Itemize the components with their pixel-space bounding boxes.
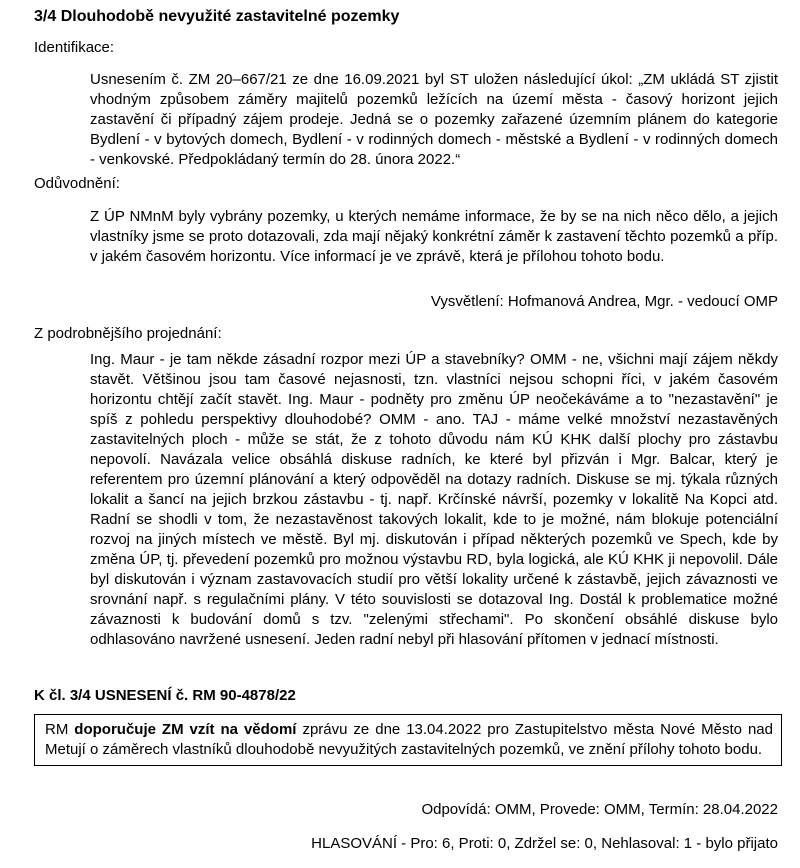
voting-result: HLASOVÁNÍ - Pro: 6, Proti: 0, Zdržel se: 0, Nehlasoval: 1 - bylo přijato: [311, 835, 778, 852]
resolution-box: [34, 714, 782, 766]
explained-by: Vysvětlení: Hofmanová Andrea, Mgr. - vedoucí OMP: [430, 293, 778, 310]
resolution-responsible: Odpovídá: OMM, Provede: OMM, Termín: 28.04.2022: [421, 801, 778, 818]
justification-text: Z ÚP NMnM byly vybrány pozemky, u kterých nemáme informace, že by se na nich něco dělo, a jejich vlastníky jsme se proto dotazovali, zda mají nějaký konkrétní záměr k zastavení těchto pozemků a příp. v jakém časovém horizontu. Více informací je ve zprávě, která je přílohou tohoto bodu.: [90, 208, 778, 265]
discussion-text: Ing. Maur - je tam někde zásadní rozpor mezi ÚP a stavebníky? OMM - ne, všichni mají zájem někdy stavět. Většinou jsou tam časové nejasnosti, tzn. vlastníci nejsou schopni říci, v jakém časovém horizontu chtějí začít stavět. Ing. Maur - podněty pro změnu ÚP neočekáváme a to "nezastavění" je spíš z pohledu perspektivy dlouhodobé? OMM - ano. TAJ - máme velké množství nezastavěných zastavitelných ploch - může se stát, že z tohoto důvodu nám KÚ KHK další plochy pro zástavbu nepovolí. Navázala velice obsáhlá diskuse radních, ke které byl přizván i Mgr. Balcar, který je referentem pro územní plánování a který odpověděl na dotazy radních. Diskuse se mj. týkala různých lokalit a šancí na jejich brzkou zástavbu - tj. např. Krčínské návrší, pozemky v lokalitě Na Kopci atd. Radní se shodli v tom, že nezastavěnost takových lokalit, kde to je možné, nám blokuje potenciální rozvoj na jiných místech ve městě. Byl mj. diskutován i případ některých pozemků ve Spech, kde by změna ÚP, tj. převedení pozemků pro možnou výstavbu RD, byla logická, ale KÚ KHK ji nepovolil. Dále byl diskutován i význam zastavovacích studií pro větší lokality určené k zástavbě, jejich závaznosti ve srovnání např. s regulačními plány. V této souvislosti se dotazoval Ing. Dostál k problematice možné závaznosti k budování domů s tzv. "zelenými střechami". Po skončení obsáhlé diskuse bylo odhlasováno navržené usnesení. Jeden radní nebyl při hlasování přítomen v jednací místnosti.: [90, 351, 778, 648]
resolution-prefix: RM: [45, 721, 75, 738]
resolution-title: K čl. 3/4 USNESENÍ č. RM 90-4878/22: [34, 687, 296, 704]
resolution-text: zprávu ze dne 13.04.2022 pro Zastupitelstvo města Nové Město nad Metují o záměrech vlastníků dlouhodobě nevyužitých zastavitelných pozemků, ve znění přílohy tohoto bodu.: [45, 721, 773, 758]
identification-label: Identifikace:: [34, 39, 115, 56]
identification-text: Usnesením č. ZM 20–667/21 ze dne 16.09.2021 byl ST uložen následující úkol: „ZM ukládá ST zjistit vhodným způsobem záměry majitelů pozemků ležících na území města - časový horizont jejich zastavění či případný zájem prodeje. Jedná se o pozemky zařazené územním plánem do kategorie Bydlení - v bytových domech, Bydlení - v rodinných domech - městské a Bydlení - v rodinných domech - venkovské. Předpokládaný termín do 28. února 2022.“: [90, 71, 778, 168]
discussion-label: Z podrobnějšího projednání:: [34, 325, 222, 342]
justification-label: Odůvodnění:: [34, 175, 120, 192]
page-title: 3/4 Dlouhodobě nevyužité zastavitelné pozemky: [34, 8, 400, 25]
resolution-bold-text: doporučuje ZM vzít na vědomí: [74, 721, 297, 738]
